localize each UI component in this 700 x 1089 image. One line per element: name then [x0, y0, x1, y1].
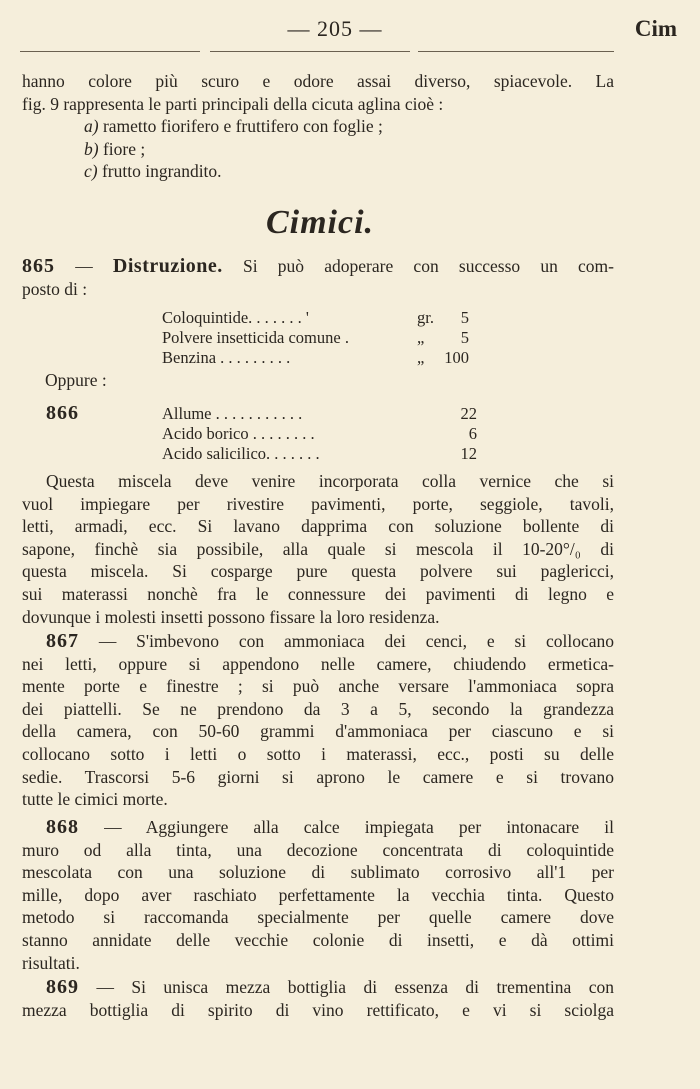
text-line: tutte le cimici morte.: [22, 789, 168, 810]
ingredient: Acido borico . . . . . . . .: [162, 424, 315, 443]
text-line: mezza bottiglia di spirito di vino rettificato, e vi si sciolga: [22, 999, 614, 1020]
text-line: Questa miscela deve venire incorporata colla vernice che si: [46, 471, 614, 491]
text-line: sedie. Trascorsi 5-6 giorni si aprono le camere e si trovano: [22, 766, 614, 787]
text-line: questa miscela. Si cosparge pure questa polvere sui paglericci,: [22, 561, 614, 582]
paragraph-868: [22, 816, 614, 974]
entry-number: 865: [22, 255, 55, 277]
quantity: 5: [460, 308, 469, 327]
dash: —: [75, 256, 93, 276]
recipe-table: [162, 404, 477, 464]
recipe-row: [162, 348, 469, 368]
paragraph-miscela: [22, 470, 614, 628]
text-line: hanno colore più scuro e odore assai diverso, spiacevole. La: [22, 71, 614, 91]
text-line: [22, 976, 614, 999]
intro-paragraph: [22, 70, 614, 183]
text-line: fig. 9 rappresenta le parti principali della cicuta aglina cioè :: [22, 93, 444, 114]
text-line: muro od alla tinta, una decozione concentrata di coloquintide: [22, 839, 614, 860]
list-item: [84, 138, 614, 161]
text-line: mente porte e finestre ; si può anche versare l'ammoniaca sopra: [22, 676, 614, 697]
text-run: Si può adoperare con successo un com-: [243, 256, 614, 276]
text-line: sui materassi nonchè fra le connessure dei pavimenti di legno e: [22, 583, 614, 604]
text-line: letti, armadi, ecc. Si lavano dapprima con soluzione bollente di: [22, 516, 614, 537]
recipe-row: [162, 404, 477, 424]
text-line: della camera, con 50-60 grammi d'ammoniaca per ciascuno e si: [22, 721, 614, 742]
ingredient: Polvere insetticida comune .: [162, 328, 349, 347]
recipe-row: [162, 424, 477, 444]
header-rule: [210, 51, 410, 52]
list-text: frutto ingrandito.: [101, 161, 222, 182]
list-label: b): [84, 138, 99, 159]
text-line: sapone, finchè sia possibile, alla quale si mescola il 10-20°/₀ di: [22, 538, 614, 559]
quantity: 5: [460, 328, 469, 347]
recipe-table: [162, 308, 469, 368]
ingredient: Benzina . . . . . . . . .: [162, 348, 291, 367]
page-header: [20, 16, 677, 46]
list-label: c): [84, 161, 98, 182]
paragraph-869: [22, 976, 614, 1021]
entry-number: 869: [46, 976, 79, 998]
quantity: 22: [460, 404, 477, 423]
list-item: [84, 160, 614, 183]
paragraph-865: [22, 255, 614, 300]
text-line: [22, 630, 614, 653]
running-head: Cim: [634, 16, 677, 41]
recipe-row: [162, 308, 469, 328]
text-run: — S'imbevono con ammoniaca dei cenci, e si collocano: [98, 631, 615, 651]
text-line: posto di :: [22, 278, 88, 299]
text-run: — Si unisca mezza bottiglia di essenza di trementina con: [96, 977, 615, 997]
unit: „: [417, 328, 425, 347]
text-line: nei letti, oppure si appendono nelle camere, chiudendo ermetica-: [22, 653, 614, 674]
ingredient: Allume . . . . . . . . . . .: [162, 404, 303, 423]
list-text: rametto fiorifero e fruttifero con foglie ;: [102, 116, 383, 137]
entry-heading: Distruzione.: [112, 255, 223, 277]
list-label: a): [84, 116, 99, 137]
quantity: 12: [460, 444, 477, 463]
entry-number: 866: [46, 402, 79, 424]
page-number: — 205 —: [287, 16, 383, 41]
header-rule: [418, 51, 614, 52]
text-line: dovunque i molesti insetti possono fissare la loro residenza.: [22, 606, 440, 627]
text-line: risultati.: [22, 952, 80, 973]
unit: „: [417, 348, 425, 367]
text-line: [22, 255, 614, 278]
header-rule: [20, 51, 200, 52]
text-line: mille, dopo aver raschiato perfettamente la vecchia tinta. Questo: [22, 884, 614, 905]
recipe-row: [162, 328, 469, 348]
text-line: mescolata con una soluzione di sublimato corrosivo all'1 per: [22, 862, 614, 883]
text-line: dei piattelli. Se ne prendono da 3 a 5, secondo la grandezza: [22, 698, 614, 719]
quantity: 6: [468, 424, 477, 443]
text-line: [22, 816, 614, 839]
entry-number: 868: [46, 816, 79, 838]
ingredient: Coloquintide. . . . . . . ': [162, 308, 309, 327]
recipe-row: [162, 444, 477, 464]
quantity: 100: [444, 348, 469, 367]
entry-number: 867: [46, 630, 79, 652]
section-title: Cimici.: [265, 204, 375, 241]
text-line: vuol impiegare per rivestire pavimenti, porte, seggiole, tavoli,: [22, 493, 614, 514]
text-line: metodo si raccomanda specialmente per quelle camere dove: [22, 907, 614, 928]
ingredient: Acido salicilico. . . . . . .: [162, 444, 320, 463]
list-text: fiore ;: [102, 138, 146, 159]
figure-legend-list: [22, 115, 614, 183]
oppure-label: Oppure :: [45, 370, 107, 390]
text-line: stanno annidate delle vecchie colonie di insetti, e dà ottimi: [22, 929, 614, 950]
text-run: — Aggiungere alla calce impiegata per intonacare il: [104, 817, 614, 837]
list-item: [84, 115, 614, 138]
text-line: collocano sotto i letti o sotto i materassi, ecc., posti su delle: [22, 743, 614, 764]
paragraph-867: [22, 630, 614, 811]
unit: gr.: [417, 308, 434, 327]
